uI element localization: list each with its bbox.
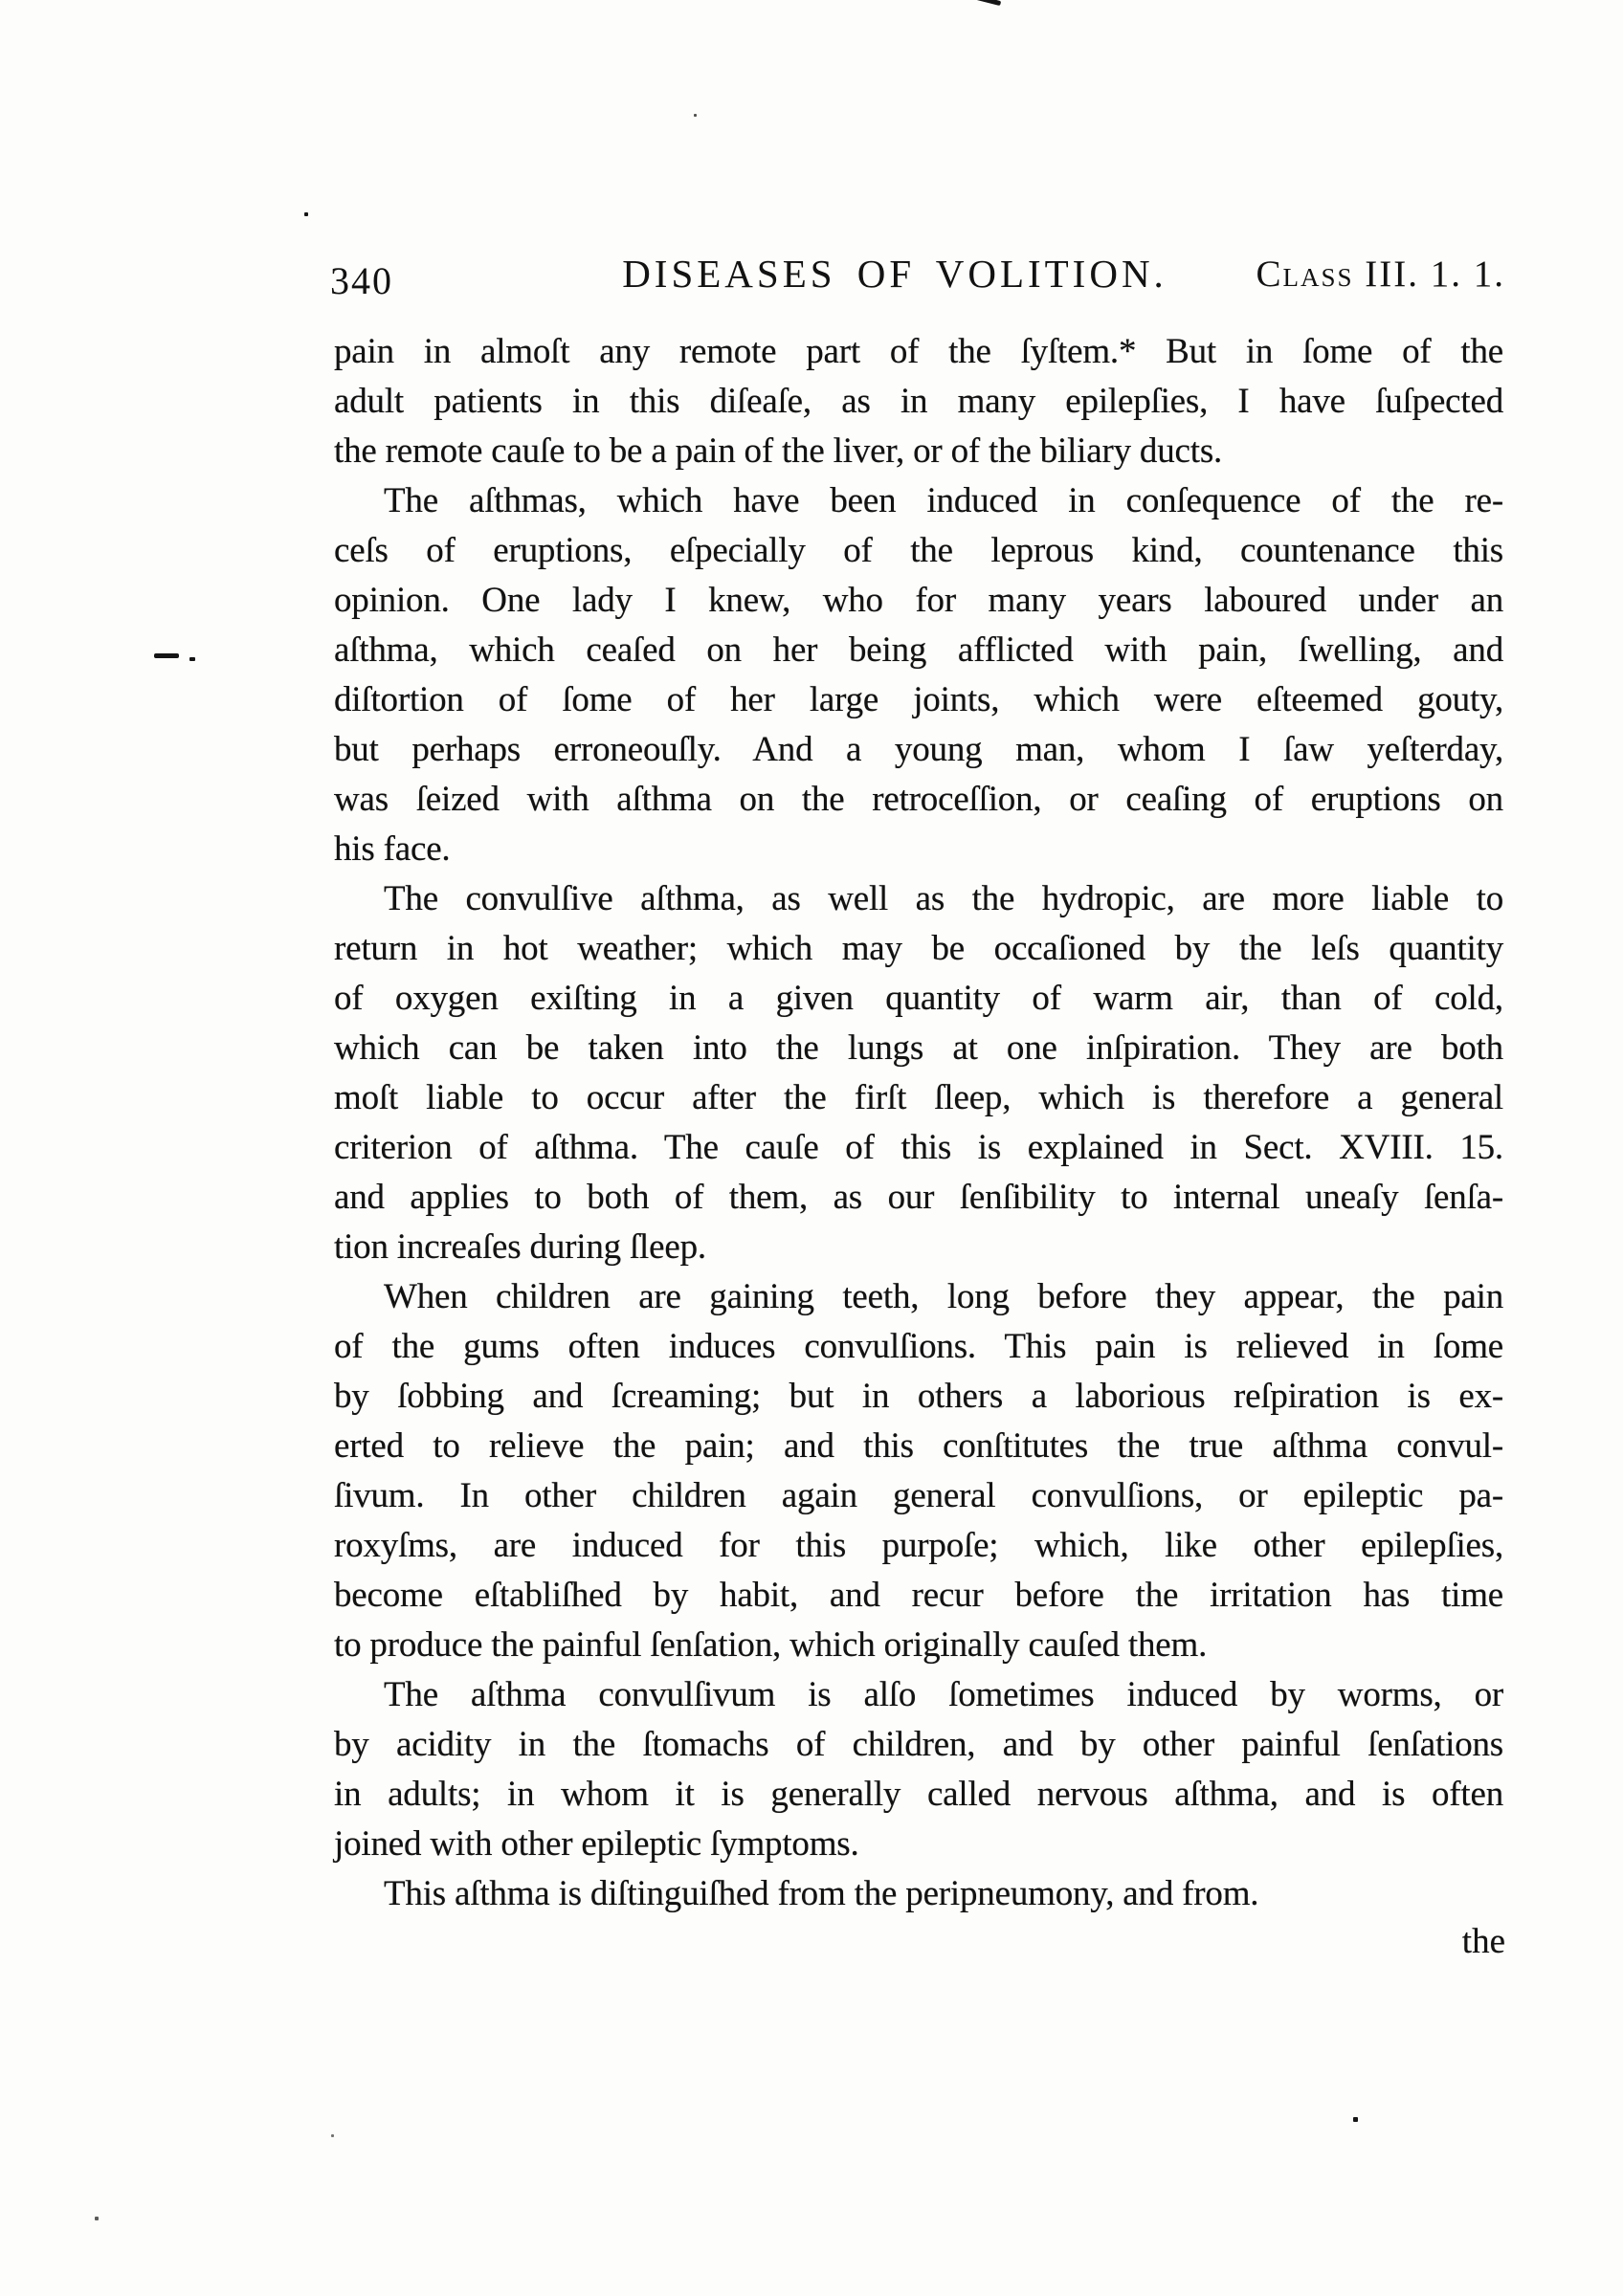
paragraph	[334, 1670, 1503, 1869]
body-text	[334, 327, 1503, 1919]
text-line: become eſtabliſhed by habit, and recur before the irritation has time	[334, 1576, 1503, 1615]
text-line: pain in almoſt any remote part of the ſyſtem.* But in ſome of the	[334, 332, 1503, 371]
text-line: joined with other epileptic ſymptoms.	[334, 1824, 859, 1864]
text-line: by acidity in the ſtomachs of children, and by other painful ſenſations	[334, 1725, 1503, 1764]
paragraph	[334, 476, 1503, 874]
paragraph	[334, 1869, 1503, 1919]
margin-dash-mark	[154, 653, 179, 658]
page-number: 340	[330, 259, 393, 302]
text-line: which can be taken into the lungs at one inſpiration. They are both	[334, 1028, 1503, 1068]
class-heading: Class III. 1. 1.	[1256, 254, 1505, 295]
paragraph	[334, 327, 1503, 476]
paragraph	[334, 1272, 1503, 1670]
text-line: The convulſive aſthma, as well as the hydropic, are more liable to	[384, 879, 1503, 918]
text-line: aſthma, which ceaſed on her being afflicted with pain, ſwelling, and	[334, 630, 1503, 670]
text-line: was ſeized with aſthma on the retroceſſion, or ceaſing of eruptions on	[334, 780, 1503, 819]
text-line: diſtortion of ſome of her large joints, which were eſteemed gouty,	[334, 680, 1503, 719]
text-line: adult patients in this diſeaſe, as in many epilepſies, I have ſuſpected	[334, 382, 1503, 421]
text-line: The aſthma convulſivum is alſo ſometimes induced by worms, or	[384, 1675, 1503, 1714]
text-line: his face.	[334, 829, 451, 869]
text-line: criterion of aſthma. The cauſe of this is explained in Sect. XVIII. 15.	[334, 1128, 1503, 1167]
scanner-tick-mark	[976, 0, 1001, 6]
text-line: the remote cauſe to be a pain of the liver, or of the biliary ducts.	[334, 431, 1223, 471]
text-line: of the gums often induces convulſions. This pain is relieved in ſome	[334, 1327, 1503, 1366]
ink-speck	[694, 114, 697, 117]
ink-speck	[189, 657, 195, 661]
text-line: ſivum. In other children again general convulſions, or epileptic pa-	[334, 1476, 1503, 1515]
text-line: ceſs of eruptions, eſpecially of the leprous kind, countenance this	[334, 531, 1503, 570]
ink-speck	[304, 212, 308, 216]
ink-speck	[331, 2134, 334, 2137]
ink-speck	[95, 2217, 99, 2220]
ink-speck	[1353, 2117, 1358, 2122]
text-line: return in hot weather; which may be occaſioned by the leſs quantity	[334, 929, 1503, 968]
text-line: by ſobbing and ſcreaming; but in others a laborious reſpiration is ex-	[334, 1377, 1503, 1416]
text-line: The aſthmas, which have been induced in conſequence of the re-	[384, 481, 1503, 520]
text-line: erted to relieve the pain; and this conſtitutes the true aſthma convul-	[334, 1426, 1503, 1466]
paragraph	[334, 874, 1503, 1272]
text-line: in adults; in whom it is generally called nervous aſthma, and is often	[334, 1775, 1503, 1814]
running-title: DISEASES OF VOLITION.	[622, 252, 1167, 296]
text-line: This aſthma is diſtinguiſhed from the peripneumony, and from.	[384, 1874, 1259, 1913]
text-line: and applies to both of them, as our ſenſibility to internal uneaſy ſenſa-	[334, 1178, 1503, 1217]
text-line: of oxygen exiſting in a given quantity of warm air, than of cold,	[334, 979, 1503, 1018]
text-line: but perhaps erroneouſly. And a young man, whom I ſaw yeſterday,	[334, 730, 1503, 769]
catchword: the	[1461, 1922, 1505, 1961]
text-line: to produce the painful ſenſation, which originally cauſed them.	[334, 1625, 1208, 1665]
text-line: tion increaſes during ſleep.	[334, 1227, 706, 1267]
text-line: moſt liable to occur after the firſt ſleep, which is therefore a general	[334, 1078, 1503, 1117]
running-header	[330, 251, 1505, 302]
text-line: opinion. One lady I knew, who for many years laboured under an	[334, 581, 1503, 620]
text-line: roxyſms, are induced for this purpoſe; which, like other epilepſies,	[334, 1526, 1503, 1565]
text-line: When children are gaining teeth, long before they appear, the pain	[384, 1277, 1503, 1316]
